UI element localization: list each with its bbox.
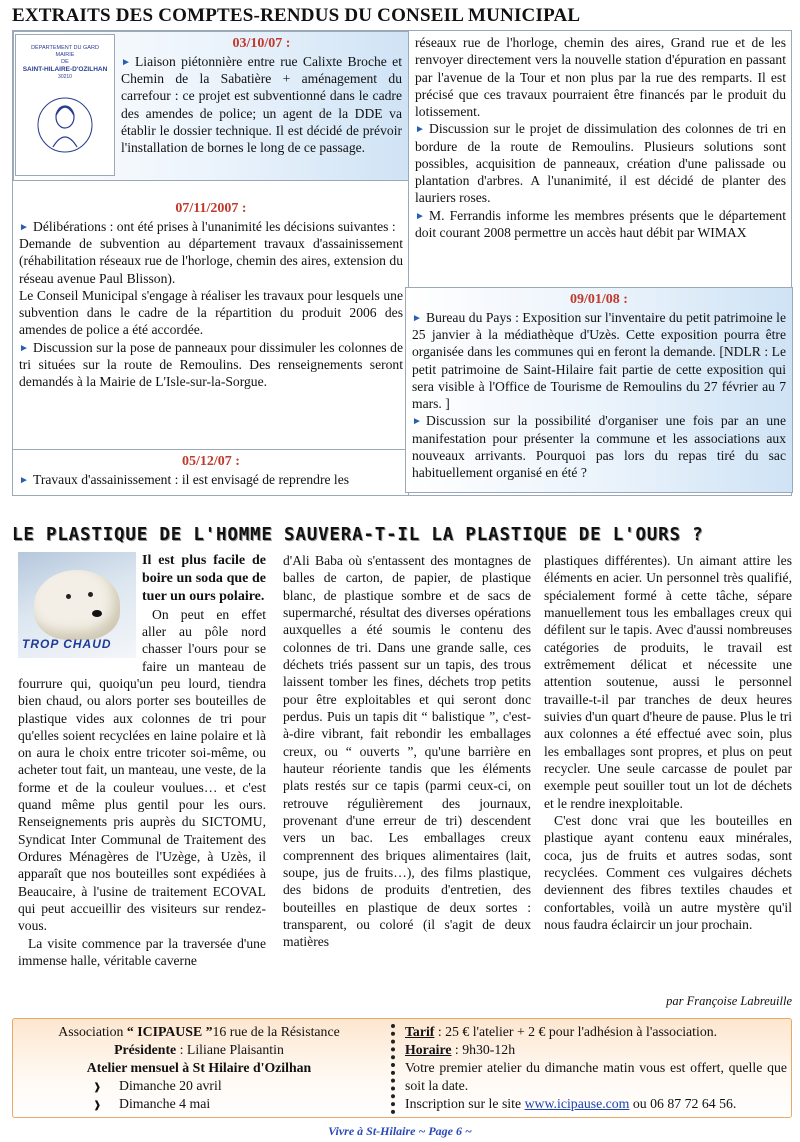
date-051207: 05/12/07 :: [182, 454, 240, 469]
association-name: “ ICIPAUSE ”: [126, 1024, 213, 1039]
chevron-right-icon: ❱: [93, 1099, 102, 1111]
bullet-arrow-icon: ►: [412, 416, 422, 428]
date-090108: 09/01/08 :: [570, 292, 628, 307]
bullet-arrow-icon: ►: [415, 210, 425, 222]
article-column-3: plastiques différentes). Un aimant attire les éléments en acier. Un personnel très qualifié, spécialement formé à cette tâche, sépare manuellement tous les emballages creux qui défilent sur le tapis. Avec d'aussi nombreuses catégories de produits, le travail est extrêmement délicat et nécessite une attention soutenue, aussi le personnel travaille-t-il par tranches de deux heures suivies d'un quart d'heure de pause. Plus le tri aux colonnes a été effectué avec soin, plus les emballages sont propres, et plus on peut recycler. Une seule carcasse de poulet par exemple peut souiller tout un lot de déchets et le rendre inexploitable. C'est donc vrai que les bouteilles en plastique ayant contenu eaux minérales, coca, jus de fruits et autres sodas, sont recyclées. Comment ces vulgaires déchets deviennent des fibres textiles chaudes et confortables, voilà un autre mystère qu'il nous faudra éclaircir un jour prochain.: [544, 553, 792, 932]
council-minutes-box: [12, 30, 792, 496]
polar-bear-image: [18, 552, 136, 658]
date-071107: 07/11/2007 :: [175, 201, 247, 216]
page-footer: Vivre à St-Hilaire ~ Page 6 ~: [328, 1124, 472, 1138]
bullet-arrow-icon: ►: [19, 342, 29, 354]
bullet-arrow-icon: ►: [19, 474, 29, 486]
page-title: EXTRAITS DES COMPTES-RENDUS DU CONSEIL MUNICIPAL: [12, 5, 581, 26]
minutes-block-090108: 09/01/08 : ► Bureau du Pays : Exposition sur l'inventaire du petit patrimoine le 25 janvier à la médiathèque d'Uzès. Cette exposition pourra être organisée dans les communes qui en feront la demande. [NDLR : Le petit patrimoine de Saint-Hilaire fait partie de cette exposition qui sera visible à l'Office de Tourisme de Remoulins du 27 février au 7 mars. ] ► Discussion sur la possibilité d'organiser une fois par an une manifestation pour présenter la commune et les associations aux nouveaux arrivants. Pourquoi pas lors du repas tiré du sac habituellement organisé en été ?: [405, 287, 793, 493]
image-caption: TROP CHAUD: [22, 636, 112, 651]
marianne-emblem-icon: [35, 85, 95, 165]
article-title: LE PLASTIQUE DE L'HOMME SAUVERA-T-IL LA PLASTIQUE DE L'OURS ?: [12, 525, 704, 545]
icipause-announcement: [12, 1018, 792, 1118]
minutes-block-031007: DÉPARTEMENT DU GARD MAIRIE DE SAINT-HILAIRE-D'OZILHAN 30210 03/10/07 : ► Liaison piétonnière entre rue Calixte Broche et Chemin de la Sabatière + aménagement du carrefour : ce projet est subventionné dans le cadre des amendes de police; un agent de la DDE va établir le dossier technique. Il est décidé de prévoir l'installation de bornes le long de ce passage.: [13, 31, 409, 181]
date-031007: 03/10/07 :: [232, 36, 291, 51]
atelier-heading: Atelier mensuel à St Hilaire d'Ozilhan: [86, 1059, 312, 1075]
article-column-1: TROP CHAUD Il est plus facile de boire un soda que de tuer un ours polaire. On peut en effet aller au pôle nord chasser l'ours pour se faire un manteau de fourrure qui, quoiqu'un peu lourd, tiendra bien chaud, ou alors porter ses bouteilles de plastique vides aux colonnes de tri pour qu'elles soient recyclées en laine polaire et là on aura le choix entre tricoter soi-même, ou acheter tout fait, un manteau, une veste, de la forme et de la couleur voulues… et c'est quand même plus gentil pour les ours. Renseignements pris auprès du SICTOMU, Syndicat Inter Communal de Traitement des Ordures Ménagères de l'Uzège, à Uzès, il apparaît que nos bouteilles sont expédiées à Beaucaire, à l'usine de traitement ECOVAL qui peut accueillir des visiteurs sur rendez-vous. La visite commence par la traversée d'une immense halle, véritable caverne: [18, 553, 266, 969]
bullet-arrow-icon: ►: [412, 312, 422, 324]
atelier-details: Tarif : 25 € l'atelier + 2 € pour l'adhésion à l'association. Horaire : 9h30-12h Votre premier atelier du dimanche matin vous est offert, quelle que soit la date. Inscription sur le site www.icipause.com ou 06 87 72 64 56.: [405, 1024, 787, 1111]
article-column-2: d'Ali Baba où s'entassent des montagnes de balles de carton, de papier, de plastique blanc, de plastique sombre et de sacs de supermarché, résultat des diverses opérations auxquelles a été soumis le contenu des colonnes de tri. Dans une grande salle, ces déchets triés passent sur un tapis, des trous laissent tomber les fines, déchets trop petits pour être exploitables et qui seront donc perdus. Puis un tapis dit “ balistique ”, c'est-à-dire vibrant, fait rebondir les emballages creux, ou “ ouverts ”, qu'une barrière en hauteur réoriente tandis que les éléments plats restés sur ce tapis (parmi ceux-ci, on retrouve régulièrement des journaux, provenant d'une erreur de tri) descendent vers un bac. Les emballages creux comprennent des briques alimentaires (lait, soupe, jus de fruits…), des films plastique, des bidons de produits d'entretien, des bouteilles en plastique de deux sortes : transparent, ou coloré (il s'agit de deux matières: [283, 553, 531, 950]
bullet-arrow-icon: ►: [415, 124, 425, 136]
chevron-right-icon: ❱: [93, 1081, 102, 1093]
minutes-block-051207-cont: réseaux rue de l'horloge, chemin des aires, Grand rue et de les renvoyer directement vers la nouvelle station d'épuration en passant par l'avenue de la Tour et non plus par la rue des remparts. Il est précisé que ces travaux pourraient être financés par le produit du lotissement. ► Discussion sur le projet de dissimulation des colonnes de tri en bordure de la route de Remoulins. Plusieurs solutions sont possibles, acquisition de panneaux, création d'une palissade ou plantation d'arbres. A l'unanimité, il est décidé de planter des lauriers roses. ► M. Ferrandis informe les membres présents que le département doit courant 2008 permettre un accès haut débit par WIMAX: [415, 35, 786, 240]
mairie-seal: DÉPARTEMENT DU GARD MAIRIE DE SAINT-HILAIRE-D'OZILHAN 30210: [15, 34, 115, 176]
minutes-block-071107: 07/11/2007 : ► Délibérations : ont été prises à l'unanimité les décisions suivantes : Demande de subvention au département travaux d'assainissement (réhabilitation réseaux rue de l'horloge, chemin des aires, extension du réseau avenue Paul Blisson). Le Conseil Municipal s'engage à réaliser les travaux pour lesquels une subvention dans le cadre de la répartition du produit 2006 des amendes de police a été accordée. ► Discussion sur la pose de panneaux pour dissimuler les colonnes de tri situées sur la route de Remoulins. Des renseignements seront demandés à la Mairie de L'Isle-sur-la-Sorgue.: [19, 201, 403, 390]
bullet-arrow-icon: ►: [19, 221, 29, 233]
atelier-date-2: Dimanche 4 mai: [119, 1095, 211, 1111]
association-info: Association “ ICIPAUSE ”16 rue de la Résistance Présidente : Liliane Plaisantin Atelier mensuel à St Hilaire d'Ozilhan ❱ Dimanche 20 avril ❱ Dimanche 4 mai: [58, 1024, 340, 1111]
article-author: par Françoise Labreuille: [666, 994, 792, 1008]
minutes-block-051207-start: 05/12/07 : ► Travaux d'assainissement : il est envisagé de reprendre les: [13, 449, 409, 497]
dotted-divider: [391, 1024, 397, 1114]
atelier-date-1: Dimanche 20 avril: [119, 1077, 222, 1093]
article-lead: Il est plus facile de boire un soda que de tuer un ours polaire.: [142, 553, 266, 604]
bullet-arrow-icon: ►: [121, 56, 131, 68]
website-link[interactable]: www.icipause.com: [524, 1095, 630, 1111]
